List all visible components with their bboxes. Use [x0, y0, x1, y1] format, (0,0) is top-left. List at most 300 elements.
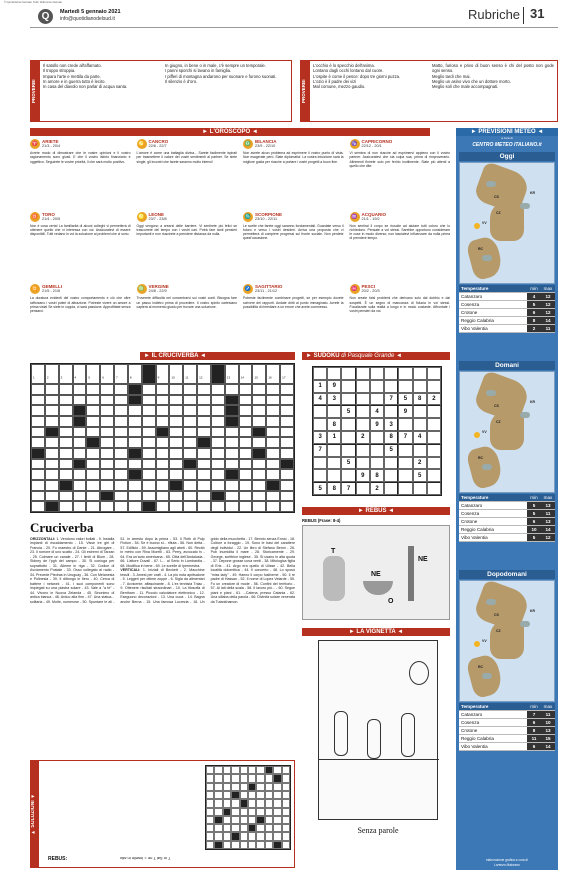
- crossword-cell[interactable]: [169, 459, 183, 470]
- crossword-cell[interactable]: [183, 416, 197, 427]
- crossword-cell[interactable]: [73, 469, 87, 480]
- crossword-cell[interactable]: [142, 427, 156, 438]
- sudoku-cell[interactable]: [384, 367, 398, 380]
- sudoku-cell[interactable]: 2: [427, 393, 441, 406]
- crossword-cell[interactable]: [31, 501, 45, 512]
- crossword-cell[interactable]: [86, 501, 100, 512]
- crossword-cell[interactable]: [183, 364, 197, 384]
- crossword-cell[interactable]: [169, 491, 183, 502]
- crossword-cell[interactable]: [73, 364, 87, 384]
- crossword-cell[interactable]: [252, 364, 266, 384]
- crossword-cell[interactable]: [169, 448, 183, 459]
- crossword-cell[interactable]: [86, 416, 100, 427]
- crossword-cell[interactable]: [280, 384, 294, 395]
- crossword-cell[interactable]: [31, 427, 45, 438]
- sudoku-cell[interactable]: 7: [384, 393, 398, 406]
- crossword-cell[interactable]: [266, 364, 280, 384]
- crossword-cell[interactable]: [59, 491, 73, 502]
- crossword-cell[interactable]: [73, 427, 87, 438]
- crossword-cell[interactable]: [225, 501, 239, 512]
- crossword-cell[interactable]: [86, 384, 100, 395]
- sudoku-cell[interactable]: [341, 469, 355, 482]
- crossword-cell[interactable]: [156, 501, 170, 512]
- crossword-cell[interactable]: [211, 427, 225, 438]
- crossword-cell[interactable]: [183, 491, 197, 502]
- sudoku-cell[interactable]: [356, 367, 370, 380]
- sudoku-cell[interactable]: [327, 444, 341, 457]
- crossword-cell[interactable]: [86, 395, 100, 406]
- crossword-cell[interactable]: [252, 437, 266, 448]
- crossword-cell[interactable]: [239, 437, 253, 448]
- sudoku-cell[interactable]: [313, 367, 327, 380]
- crossword-cell[interactable]: [252, 416, 266, 427]
- sudoku-cell[interactable]: 2: [413, 457, 427, 470]
- crossword-cell[interactable]: [100, 437, 114, 448]
- crossword-cell[interactable]: [183, 501, 197, 512]
- sudoku-cell[interactable]: [341, 418, 355, 431]
- crossword-cell[interactable]: [156, 469, 170, 480]
- crossword-cell[interactable]: [156, 480, 170, 491]
- crossword-cell[interactable]: [31, 491, 45, 502]
- crossword-cell[interactable]: [128, 437, 142, 448]
- crossword-cell[interactable]: [197, 480, 211, 491]
- crossword-cell[interactable]: [45, 364, 59, 384]
- crossword-cell[interactable]: [100, 480, 114, 491]
- sudoku-cell[interactable]: 5: [341, 405, 355, 418]
- crossword-cell[interactable]: [156, 459, 170, 470]
- crossword-cell[interactable]: [142, 469, 156, 480]
- crossword-cell[interactable]: [280, 469, 294, 480]
- sudoku-cell[interactable]: 2: [370, 482, 384, 495]
- crossword-cell[interactable]: [100, 448, 114, 459]
- crossword-cell[interactable]: [86, 427, 100, 438]
- sudoku-cell[interactable]: [427, 444, 441, 457]
- sudoku-cell[interactable]: [398, 380, 412, 393]
- sudoku-cell[interactable]: [427, 367, 441, 380]
- crossword-cell[interactable]: [86, 491, 100, 502]
- crossword-cell[interactable]: [45, 459, 59, 470]
- sudoku-cell[interactable]: [384, 482, 398, 495]
- sudoku-cell[interactable]: [327, 457, 341, 470]
- crossword-cell[interactable]: [197, 448, 211, 459]
- crossword-cell[interactable]: [59, 384, 73, 395]
- crossword-cell[interactable]: [169, 395, 183, 406]
- sudoku-cell[interactable]: [327, 469, 341, 482]
- crossword-cell[interactable]: [45, 395, 59, 406]
- crossword-cell[interactable]: [114, 384, 128, 395]
- crossword-cell[interactable]: [197, 459, 211, 470]
- sudoku-cell[interactable]: 4: [313, 393, 327, 406]
- crossword-cell[interactable]: [197, 364, 211, 384]
- sudoku-cell[interactable]: 4: [370, 405, 384, 418]
- sudoku-cell[interactable]: 5: [398, 393, 412, 406]
- crossword-cell[interactable]: [280, 427, 294, 438]
- crossword-cell[interactable]: [45, 384, 59, 395]
- crossword-cell[interactable]: [142, 437, 156, 448]
- crossword-cell[interactable]: [266, 405, 280, 416]
- crossword-cell[interactable]: [266, 469, 280, 480]
- crossword-cell[interactable]: [239, 448, 253, 459]
- crossword-cell[interactable]: [211, 384, 225, 395]
- crossword-cell[interactable]: [114, 459, 128, 470]
- crossword-cell[interactable]: [266, 491, 280, 502]
- sudoku-cell[interactable]: [356, 380, 370, 393]
- crossword-cell[interactable]: [266, 384, 280, 395]
- sudoku-cell[interactable]: [356, 444, 370, 457]
- sudoku-cell[interactable]: [313, 405, 327, 418]
- sudoku-cell[interactable]: [413, 482, 427, 495]
- crossword-cell[interactable]: [280, 405, 294, 416]
- crossword-cell[interactable]: [183, 448, 197, 459]
- sudoku-cell[interactable]: [398, 444, 412, 457]
- crossword-cell[interactable]: [128, 501, 142, 512]
- sudoku-cell[interactable]: [341, 367, 355, 380]
- sudoku-cell[interactable]: 9: [327, 380, 341, 393]
- crossword-cell[interactable]: [183, 384, 197, 395]
- crossword-cell[interactable]: [280, 501, 294, 512]
- crossword-cell[interactable]: [73, 395, 87, 406]
- crossword-cell[interactable]: [280, 364, 294, 384]
- sudoku-cell[interactable]: [384, 457, 398, 470]
- crossword-cell[interactable]: [197, 469, 211, 480]
- crossword-cell[interactable]: [169, 416, 183, 427]
- sudoku-cell[interactable]: [327, 405, 341, 418]
- crossword-cell[interactable]: [239, 416, 253, 427]
- crossword-cell[interactable]: [197, 427, 211, 438]
- sudoku-cell[interactable]: [413, 405, 427, 418]
- crossword-cell[interactable]: [156, 491, 170, 502]
- crossword-cell[interactable]: [225, 427, 239, 438]
- crossword-cell[interactable]: [128, 491, 142, 502]
- crossword-cell[interactable]: [100, 501, 114, 512]
- crossword-cell[interactable]: [183, 427, 197, 438]
- crossword-cell[interactable]: [211, 469, 225, 480]
- sudoku-cell[interactable]: [427, 482, 441, 495]
- crossword-cell[interactable]: [59, 416, 73, 427]
- crossword-cell[interactable]: [197, 501, 211, 512]
- sudoku-cell[interactable]: [413, 367, 427, 380]
- sudoku-cell[interactable]: 8: [370, 469, 384, 482]
- crossword-cell[interactable]: [45, 405, 59, 416]
- crossword-cell[interactable]: [280, 448, 294, 459]
- crossword-cell[interactable]: [142, 480, 156, 491]
- crossword-cell[interactable]: [45, 469, 59, 480]
- crossword-cell[interactable]: [31, 469, 45, 480]
- sudoku-cell[interactable]: [413, 418, 427, 431]
- crossword-cell[interactable]: [266, 427, 280, 438]
- sudoku-cell[interactable]: 8: [384, 431, 398, 444]
- crossword-cell[interactable]: [183, 405, 197, 416]
- crossword-cell[interactable]: [211, 416, 225, 427]
- crossword-cell[interactable]: [114, 416, 128, 427]
- crossword-cell[interactable]: [225, 491, 239, 502]
- sudoku-cell[interactable]: 3: [313, 431, 327, 444]
- sudoku-cell[interactable]: 9: [370, 418, 384, 431]
- crossword-cell[interactable]: [142, 395, 156, 406]
- sudoku-cell[interactable]: 5: [341, 457, 355, 470]
- crossword-cell[interactable]: [114, 480, 128, 491]
- crossword-cell[interactable]: [31, 416, 45, 427]
- crossword-cell[interactable]: [197, 491, 211, 502]
- crossword-cell[interactable]: [156, 437, 170, 448]
- crossword-cell[interactable]: [211, 448, 225, 459]
- crossword-cell[interactable]: [142, 405, 156, 416]
- sudoku-cell[interactable]: [356, 457, 370, 470]
- crossword-cell[interactable]: [239, 364, 253, 384]
- sudoku-cell[interactable]: [341, 393, 355, 406]
- crossword-cell[interactable]: [197, 405, 211, 416]
- crossword-cell[interactable]: [59, 427, 73, 438]
- crossword-cell[interactable]: [31, 384, 45, 395]
- crossword-cell[interactable]: [169, 427, 183, 438]
- crossword-cell[interactable]: [142, 491, 156, 502]
- sudoku-cell[interactable]: [370, 380, 384, 393]
- crossword-cell[interactable]: [169, 469, 183, 480]
- sudoku-cell[interactable]: [398, 418, 412, 431]
- crossword-cell[interactable]: [128, 480, 142, 491]
- sudoku-cell[interactable]: [398, 457, 412, 470]
- crossword-cell[interactable]: [114, 427, 128, 438]
- sudoku-cell[interactable]: 3: [327, 393, 341, 406]
- crossword-cell[interactable]: [280, 437, 294, 448]
- crossword-cell[interactable]: [197, 416, 211, 427]
- crossword-cell[interactable]: [239, 491, 253, 502]
- crossword-cell[interactable]: [225, 459, 239, 470]
- sudoku-cell[interactable]: [384, 469, 398, 482]
- sudoku-cell[interactable]: [398, 367, 412, 380]
- crossword-cell[interactable]: [100, 459, 114, 470]
- crossword-cell[interactable]: [59, 437, 73, 448]
- crossword-cell[interactable]: [100, 427, 114, 438]
- crossword-cell[interactable]: [59, 364, 73, 384]
- crossword-cell[interactable]: [239, 395, 253, 406]
- crossword-cell[interactable]: [156, 405, 170, 416]
- crossword-cell[interactable]: [114, 469, 128, 480]
- crossword-cell[interactable]: [59, 405, 73, 416]
- crossword-cell[interactable]: [252, 459, 266, 470]
- crossword-cell[interactable]: [211, 480, 225, 491]
- crossword-cell[interactable]: [252, 480, 266, 491]
- crossword-cell[interactable]: [128, 459, 142, 470]
- sudoku-cell[interactable]: 5: [413, 469, 427, 482]
- crossword-cell[interactable]: [183, 480, 197, 491]
- crossword-cell[interactable]: [280, 395, 294, 406]
- sudoku-cell[interactable]: 9: [398, 405, 412, 418]
- sudoku-cell[interactable]: 1: [327, 431, 341, 444]
- sudoku-cell[interactable]: 2: [356, 431, 370, 444]
- crossword-cell[interactable]: [252, 395, 266, 406]
- sudoku-cell[interactable]: [398, 469, 412, 482]
- sudoku-cell[interactable]: [370, 393, 384, 406]
- sudoku-cell[interactable]: [398, 482, 412, 495]
- crossword-cell[interactable]: [225, 364, 239, 384]
- crossword-cell[interactable]: [183, 469, 197, 480]
- crossword-cell[interactable]: [86, 448, 100, 459]
- crossword-cell[interactable]: [73, 437, 87, 448]
- crossword-cell[interactable]: [169, 405, 183, 416]
- crossword-cell[interactable]: [100, 384, 114, 395]
- crossword-cell[interactable]: [73, 480, 87, 491]
- sudoku-cell[interactable]: [313, 469, 327, 482]
- sudoku-cell[interactable]: [384, 380, 398, 393]
- sudoku-cell[interactable]: [313, 418, 327, 431]
- crossword-cell[interactable]: [128, 405, 142, 416]
- sudoku-cell[interactable]: [370, 457, 384, 470]
- sudoku-cell[interactable]: [427, 380, 441, 393]
- crossword-cell[interactable]: [266, 395, 280, 406]
- crossword-cell[interactable]: [266, 416, 280, 427]
- crossword-cell[interactable]: [266, 501, 280, 512]
- sudoku-cell[interactable]: 1: [313, 380, 327, 393]
- crossword-cell[interactable]: [225, 437, 239, 448]
- crossword-cell[interactable]: [211, 437, 225, 448]
- sudoku-cell[interactable]: [356, 393, 370, 406]
- sudoku-cell[interactable]: [427, 431, 441, 444]
- crossword-cell[interactable]: [280, 416, 294, 427]
- crossword-cell[interactable]: [266, 437, 280, 448]
- crossword-cell[interactable]: [156, 416, 170, 427]
- crossword-cell[interactable]: [225, 384, 239, 395]
- crossword-cell[interactable]: [100, 395, 114, 406]
- crossword-cell[interactable]: [280, 480, 294, 491]
- crossword-cell[interactable]: [183, 437, 197, 448]
- crossword-cell[interactable]: [114, 448, 128, 459]
- crossword-cell[interactable]: [86, 459, 100, 470]
- crossword-cell[interactable]: [114, 491, 128, 502]
- crossword-cell[interactable]: [45, 491, 59, 502]
- crossword-cell[interactable]: [252, 405, 266, 416]
- crossword-cell[interactable]: [31, 405, 45, 416]
- crossword-cell[interactable]: [86, 469, 100, 480]
- crossword-cell[interactable]: [156, 364, 170, 384]
- crossword-cell[interactable]: [239, 501, 253, 512]
- crossword-cell[interactable]: [45, 437, 59, 448]
- sudoku-cell[interactable]: [370, 367, 384, 380]
- sudoku-cell[interactable]: [427, 457, 441, 470]
- crossword-cell[interactable]: [239, 427, 253, 438]
- crossword-cell[interactable]: [266, 459, 280, 470]
- crossword-cell[interactable]: [128, 427, 142, 438]
- crossword-cell[interactable]: [239, 384, 253, 395]
- crossword-cell[interactable]: [114, 405, 128, 416]
- sudoku-cell[interactable]: [341, 431, 355, 444]
- sudoku-cell[interactable]: 7: [341, 482, 355, 495]
- crossword-cell[interactable]: [211, 459, 225, 470]
- crossword-cell[interactable]: [211, 501, 225, 512]
- crossword-cell[interactable]: [114, 501, 128, 512]
- crossword-cell[interactable]: [31, 480, 45, 491]
- crossword-cell[interactable]: [59, 395, 73, 406]
- crossword-cell[interactable]: [239, 405, 253, 416]
- crossword-cell[interactable]: [266, 448, 280, 459]
- crossword-cell[interactable]: [252, 491, 266, 502]
- crossword-cell[interactable]: [45, 416, 59, 427]
- crossword-cell[interactable]: [142, 384, 156, 395]
- header-email[interactable]: info@quotidianodelsud.it: [60, 16, 115, 22]
- crossword-cell[interactable]: [239, 469, 253, 480]
- crossword-cell[interactable]: [128, 416, 142, 427]
- crossword-cell[interactable]: [73, 384, 87, 395]
- crossword-cell[interactable]: [156, 395, 170, 406]
- crossword-cell[interactable]: [225, 448, 239, 459]
- crossword-cell[interactable]: [280, 491, 294, 502]
- sudoku-cell[interactable]: 8: [327, 482, 341, 495]
- crossword-cell[interactable]: [86, 480, 100, 491]
- sudoku-cell[interactable]: [356, 418, 370, 431]
- crossword-cell[interactable]: [100, 364, 114, 384]
- crossword-cell[interactable]: [45, 480, 59, 491]
- crossword-cell[interactable]: [142, 416, 156, 427]
- crossword-cell[interactable]: [211, 405, 225, 416]
- crossword-cell[interactable]: [86, 405, 100, 416]
- sudoku-cell[interactable]: [384, 405, 398, 418]
- sudoku-cell[interactable]: 8: [327, 418, 341, 431]
- crossword-cell[interactable]: [73, 501, 87, 512]
- crossword-cell[interactable]: [252, 384, 266, 395]
- sudoku-cell[interactable]: [413, 380, 427, 393]
- crossword-cell[interactable]: [225, 480, 239, 491]
- crossword-cell[interactable]: [169, 501, 183, 512]
- crossword-cell[interactable]: [197, 395, 211, 406]
- crossword-cell[interactable]: [45, 448, 59, 459]
- sudoku-cell[interactable]: 8: [413, 393, 427, 406]
- sudoku-cell[interactable]: [370, 431, 384, 444]
- sudoku-cell[interactable]: [341, 380, 355, 393]
- sudoku-cell[interactable]: [356, 482, 370, 495]
- sudoku-cell[interactable]: 4: [413, 431, 427, 444]
- sudoku-cell[interactable]: 5: [313, 482, 327, 495]
- crossword-cell[interactable]: [169, 364, 183, 384]
- sudoku-cell[interactable]: 9: [356, 469, 370, 482]
- sudoku-cell[interactable]: [313, 457, 327, 470]
- crossword-cell[interactable]: [86, 364, 100, 384]
- sudoku-cell[interactable]: [427, 469, 441, 482]
- crossword-cell[interactable]: [252, 501, 266, 512]
- crossword-cell[interactable]: [156, 448, 170, 459]
- crossword-cell[interactable]: [31, 437, 45, 448]
- crossword-cell[interactable]: [183, 395, 197, 406]
- crossword-cell[interactable]: [73, 491, 87, 502]
- crossword-cell[interactable]: [114, 364, 128, 384]
- sudoku-cell[interactable]: [356, 405, 370, 418]
- sudoku-cell[interactable]: 3: [384, 418, 398, 431]
- crossword-cell[interactable]: [142, 448, 156, 459]
- crossword-cell[interactable]: [114, 437, 128, 448]
- crossword-cell[interactable]: [211, 395, 225, 406]
- sudoku-cell[interactable]: 5: [384, 444, 398, 457]
- crossword-cell[interactable]: [142, 459, 156, 470]
- crossword-cell[interactable]: [31, 395, 45, 406]
- crossword-cell[interactable]: [252, 469, 266, 480]
- sudoku-cell[interactable]: 7: [398, 431, 412, 444]
- sudoku-cell[interactable]: [427, 405, 441, 418]
- crossword-cell[interactable]: [169, 384, 183, 395]
- crossword-cell[interactable]: [100, 469, 114, 480]
- crossword-cell[interactable]: [114, 395, 128, 406]
- crossword-cell[interactable]: [59, 501, 73, 512]
- sudoku-cell[interactable]: [327, 367, 341, 380]
- sudoku-cell[interactable]: [370, 444, 384, 457]
- sudoku-cell[interactable]: [427, 418, 441, 431]
- crossword-cell[interactable]: [156, 384, 170, 395]
- crossword-cell[interactable]: [128, 364, 142, 384]
- crossword-cell[interactable]: [100, 405, 114, 416]
- sudoku-cell[interactable]: [341, 444, 355, 457]
- crossword-cell[interactable]: [59, 459, 73, 470]
- crossword-cell[interactable]: [31, 459, 45, 470]
- crossword-cell[interactable]: [197, 384, 211, 395]
- crossword-cell[interactable]: [239, 459, 253, 470]
